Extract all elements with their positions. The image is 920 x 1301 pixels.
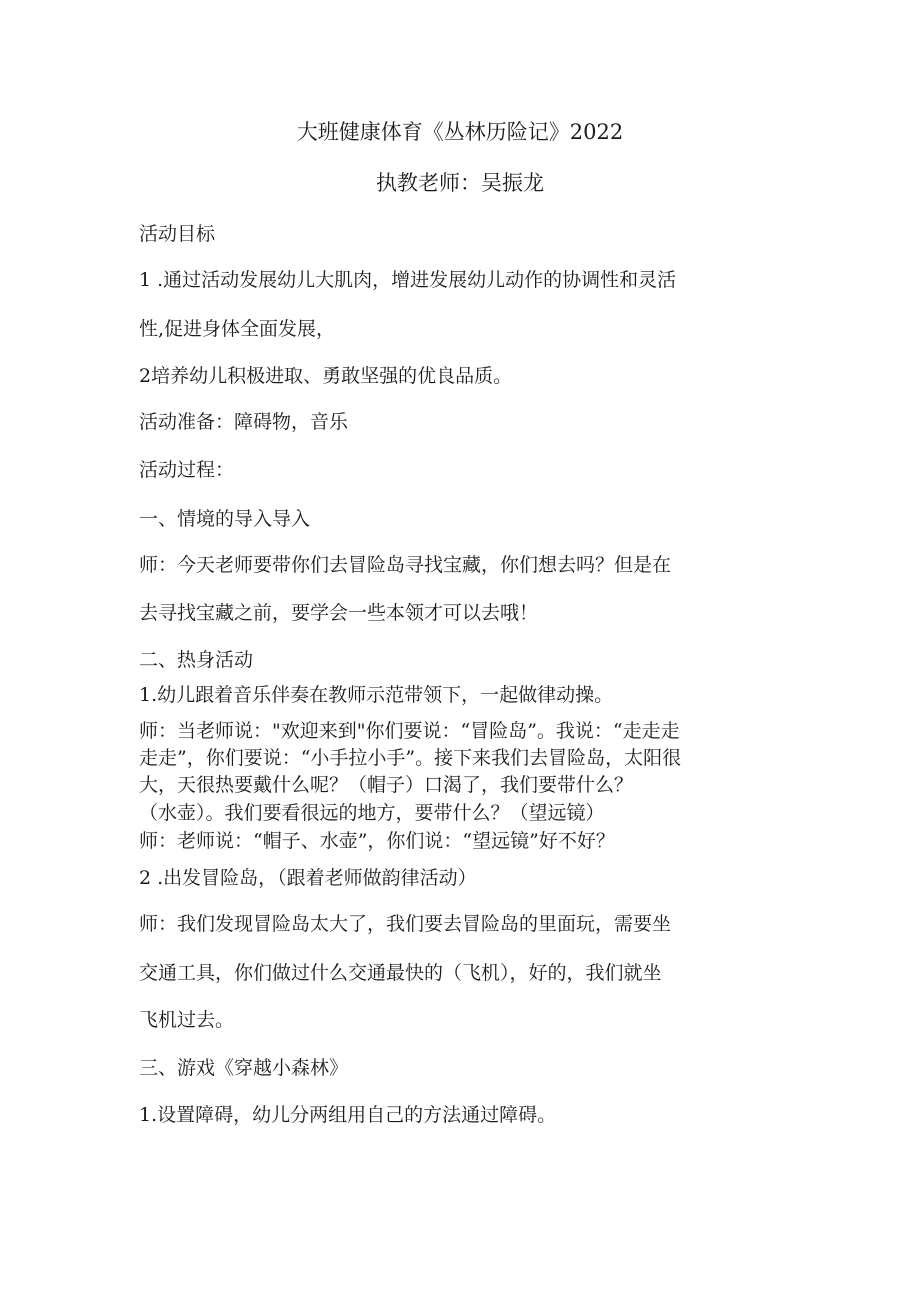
section-2-item-2: 2 .出发冒险岛，（跟着老师做韵律活动） — [139, 867, 477, 889]
document-title: 大班健康体育《丛林历险记》2022 — [296, 120, 624, 144]
section-2-item-1: 1.幼儿跟着音乐伴奏在教师示范带领下，一起做律动操。 — [139, 684, 614, 706]
section-2-paragraph-line-2: 交通工具，你们做过什么交通最快的（飞机），好的，我们就坐 — [139, 962, 662, 984]
section-1-paragraph-line-1: 师：今天老师要带你们去冒险岛寻找宝藏，你们想去吗？但是在 — [139, 554, 672, 576]
section-3-heading: 三、游戏《穿越小森林》 — [139, 1057, 349, 1079]
dialog-line-3: 大，天很热要戴什么呢？（帽子）口渴了，我们要带什么？ — [139, 774, 634, 796]
section-1-paragraph-line-2: 去寻找宝藏之前，要学会一些本领才可以去哦！ — [139, 602, 539, 624]
dialog-line-2: 走走”，你们要说：“小手拉小手”。接下来我们去冒险岛，太阳很 — [139, 747, 682, 769]
section-2-paragraph-line-1: 师：我们发现冒险岛太大了，我们要去冒险岛的里面玩，需要坐 — [139, 913, 672, 935]
goals-heading: 活动目标 — [139, 223, 216, 245]
section-3-item-1: 1.设置障碍，幼儿分两组用自己的方法通过障碍。 — [139, 1104, 557, 1126]
section-2-paragraph-line-3: 飞机过去。 — [139, 1009, 235, 1031]
section-2-heading: 二、热身活动 — [139, 649, 254, 671]
goal-2: 2培养幼儿积极进取、勇敢坚强的优良品质。 — [139, 365, 513, 387]
goal-1-line-1: 1 .通过活动发展幼儿大肌肉，增进发展幼儿动作的协调性和灵活 — [139, 269, 677, 291]
process-heading: 活动过程： — [139, 459, 235, 481]
activity-preparation: 活动准备：障碍物，音乐 — [139, 411, 349, 433]
dialog-line-1: 师：当老师说："欢迎来到"你们要说：“冒险岛”。我说：“走走走 — [139, 720, 680, 742]
section-1-heading: 一、情境的导入导入 — [139, 508, 311, 530]
dialog-line-4: （水壶）。我们要看很远的地方，要带什么？（望远镜） — [139, 802, 605, 824]
teacher-name: 执教老师：吴振龙 — [376, 171, 544, 195]
dialog-line-5: 师：老师说：“帽子、水壶”，你们说：“望远镜”好不好？ — [139, 830, 615, 852]
goal-1-line-2: 性,促进身体全面发展， — [139, 318, 336, 340]
